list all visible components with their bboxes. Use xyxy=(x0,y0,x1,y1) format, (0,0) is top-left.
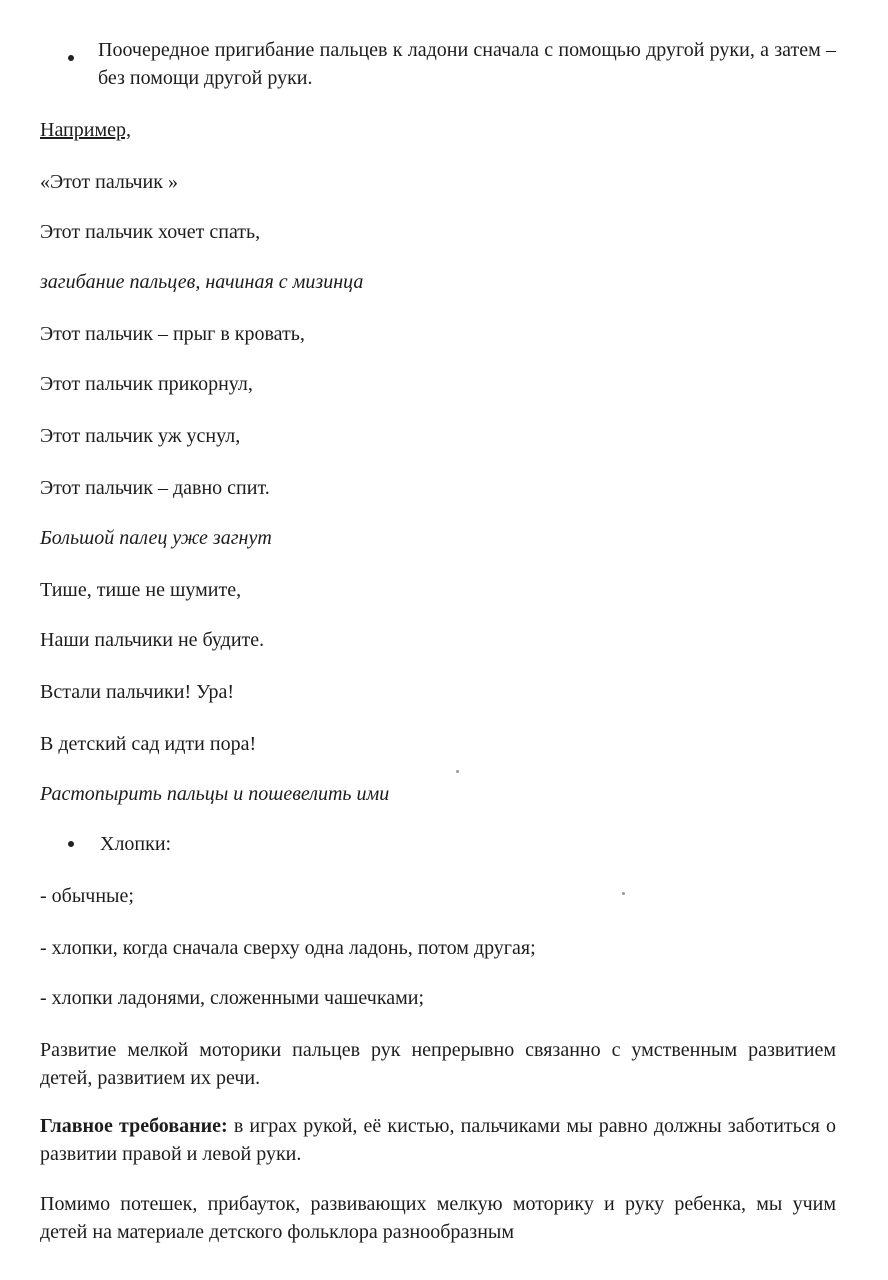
poem-line: В детский сад идти пора! xyxy=(40,733,257,755)
poem-line: Этот пальчик прикорнул, xyxy=(40,373,253,395)
poem-line: Этот пальчик – прыг в кровать, xyxy=(40,323,305,345)
poem-line: Наши пальчики не будите. xyxy=(40,629,265,651)
bullet-finger-bending: Поочередное пригибание пальцев к ладони сначала с помощью другой руки, а затем – без помощи другой руки. xyxy=(98,39,836,89)
poem-instruction: загибание пальцев, начиная с мизинца xyxy=(40,271,364,293)
paragraph-folklore: Помимо потешек, прибауток, развивающих мелкую моторику и руку ребенка, мы учим детей на материале детского фольклора разнообразным xyxy=(40,1193,836,1243)
poem-instruction: Растопырить пальцы и пошевелить ими xyxy=(40,783,390,805)
poem-line: Этот пальчик уж уснул, xyxy=(40,425,241,447)
example-label: Например, xyxy=(40,119,131,141)
poem-instruction: Большой палец уже загнут xyxy=(40,527,272,549)
main-requirement-text: в играх рукой, её кистью, пальчиками мы равно должны заботиться о развитии правой и левой руки. xyxy=(40,1115,836,1165)
poem-line: Тише, тише не шумите, xyxy=(40,579,242,601)
main-requirement-label: Главное требование: xyxy=(40,1115,228,1137)
poem-line: Встали пальчики! Ура! xyxy=(40,681,235,703)
bullet-icon xyxy=(68,55,74,61)
clap-item: - хлопки, когда сначала сверху одна ладонь, потом другая; xyxy=(40,937,536,959)
poem-line: Этот пальчик хочет спать, xyxy=(40,221,261,243)
poem-title: «Этот пальчик » xyxy=(40,171,178,193)
paragraph-main-requirement xyxy=(40,1112,836,1168)
scan-speck xyxy=(456,770,459,773)
scan-speck xyxy=(622,892,625,895)
bullet-claps: Хлопки: xyxy=(100,833,172,855)
clap-item: - обычные; xyxy=(40,885,134,907)
bullet-icon xyxy=(68,841,74,847)
clap-item: - хлопки ладонями, сложенными чашечками; xyxy=(40,987,425,1009)
poem-line: Этот пальчик – давно спит. xyxy=(40,477,270,499)
paragraph-motor-skills: Развитие мелкой моторики пальцев рук непрерывно связанно с умственным развитием детей, развитием их речи. xyxy=(40,1039,836,1089)
